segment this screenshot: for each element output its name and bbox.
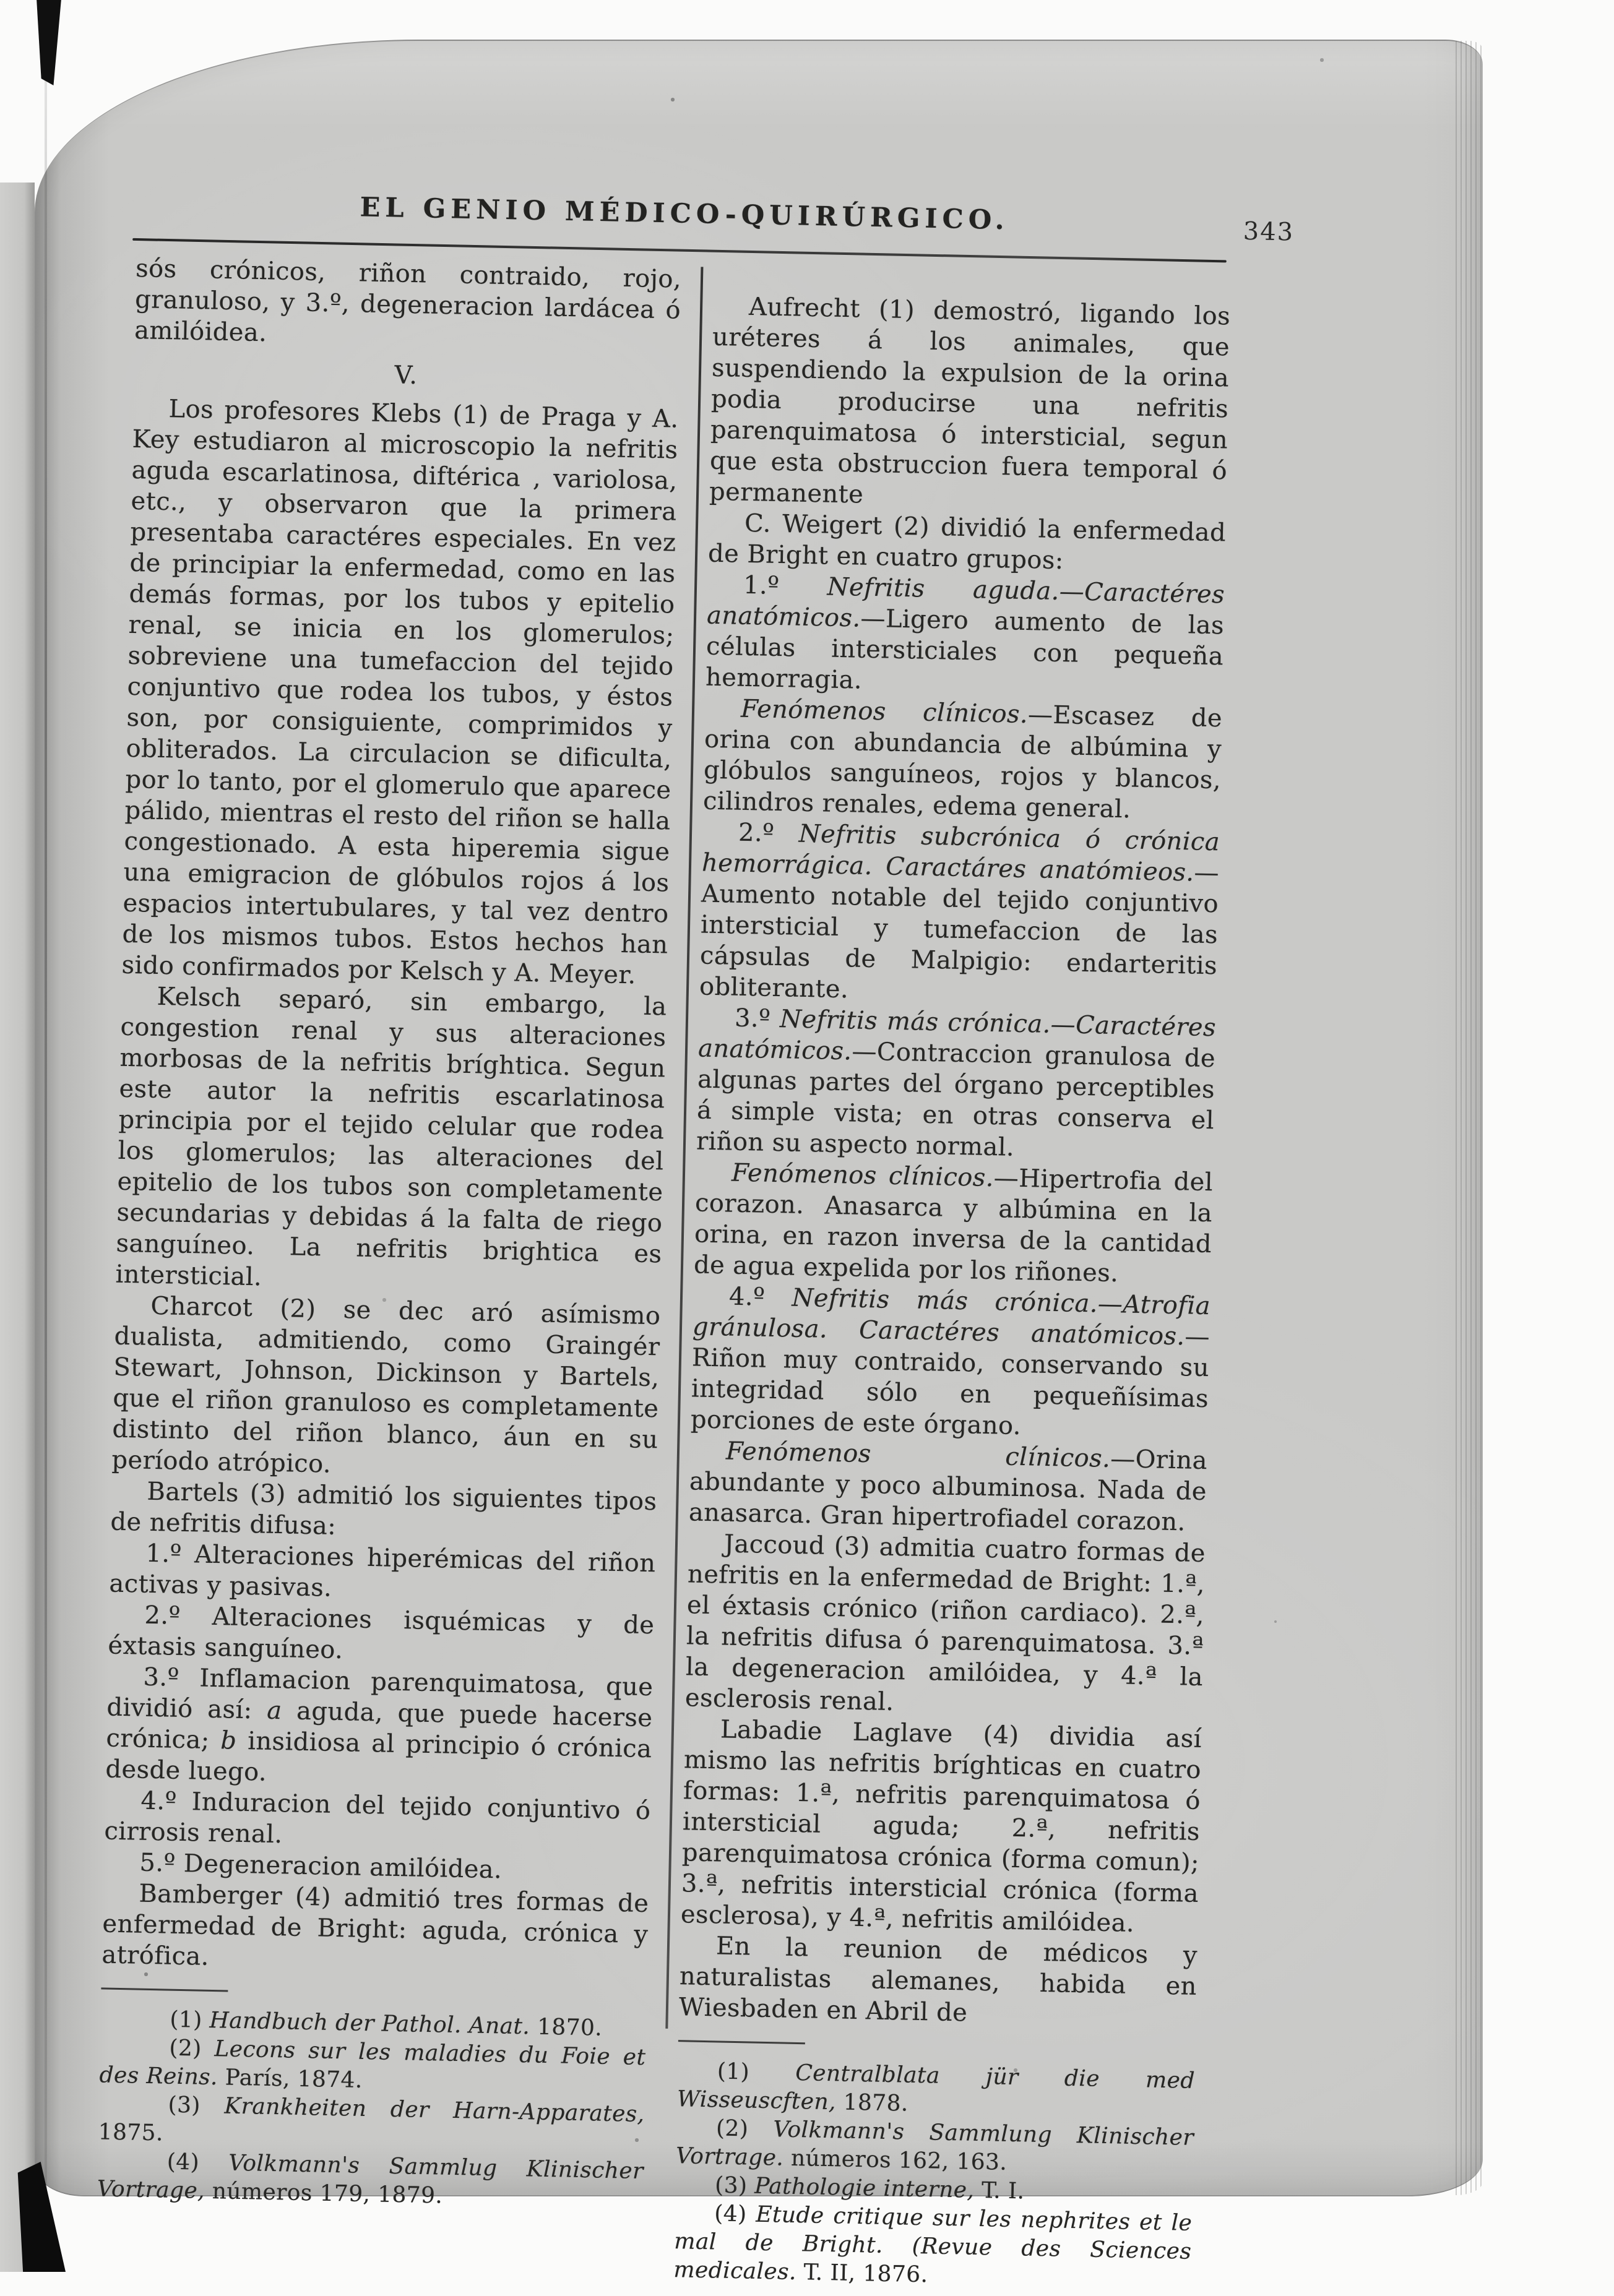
paragraph xyxy=(110,1476,657,1549)
journal-title: EL GENIO MÉDICO-QUIRÚRGICO. xyxy=(360,192,1010,236)
page-number: 343 xyxy=(1243,217,1295,247)
text-segment: aguda, que puede hacerse crónica; xyxy=(106,1696,653,1755)
section-heading xyxy=(133,355,680,397)
text-segment: —Aumento notable del tejido conjuntivo intersticial y tumefaccion de las cápsulas de Malpigio: endarteritis obliterante. xyxy=(699,858,1220,1004)
paragraph xyxy=(109,1537,656,1610)
paragraph xyxy=(134,253,682,357)
text-segment: —Ligero aumento de las células intersticiales con pequeña hemorragia. xyxy=(705,604,1225,695)
text-segment: Bartels (3) admitió los siguientes tipos de nefritis difusa: xyxy=(110,1477,657,1541)
footnote xyxy=(98,2089,645,2157)
spine-mark-top xyxy=(30,0,68,85)
text-segment: Jaccoud (3) admitia cuatro formas de nefritis en la enfermedad de Bright: 1.ª, el éxtasis crónico (riñon cardiaco). 2.ª, la nefritis difusa ó parenquimatosa. 3.ª la degeneracion amilóidea, y 4.ª la esclerosis renal. xyxy=(684,1529,1206,1717)
text-segment: Kelsch separó, sin embargo, la congestion renal y sus alteraciones morbosas de la nefritis bríghtica. Segun este autor la nefritis escarlatinosa principia por el tejido celular que rodea los glomerulos; las alteraciones del epitelio de los tubos son completamente secundarias y debidas á la falta de riego sanguíneo. La nefritis brightica es intersticial. xyxy=(115,982,667,1292)
italic-text: Pathologie interne, xyxy=(754,2173,975,2203)
text-segment: 1878. xyxy=(835,2089,909,2117)
text-segment: Labadie Laglave (4) dividia así mismo las nefritis bríghticas en cuatro formas: 1.ª, nefritis parenquimatosa ó intersticial aguda; 2.ª, nefritis parenquimatosa crónica (forma comun); 3.ª, nefritis intersticial crónica (forma esclerosa), y 4.ª, nefritis amilóidea. xyxy=(680,1715,1202,1938)
paragraph xyxy=(708,507,1227,580)
left-column-footnotes xyxy=(97,2004,646,2214)
paragraph xyxy=(678,1930,1198,2033)
text-segment: insidiosa al principio ó crónica desde luego. xyxy=(105,1726,652,1787)
paragraph xyxy=(101,1877,649,1981)
text-segment: —Contraccion granulosa de algunas partes del órgano perceptibles á simple vista; en otras conserva el riñon su aspecto normal. xyxy=(696,1037,1216,1162)
text-segment: (4) xyxy=(714,2201,756,2227)
text-segment: —Escasez de orina con abundancia de albúmina y glóbulos sanguíneos, rojos y blancos, cilindros renales, edema general. xyxy=(702,700,1223,824)
text-segment: 3.º Inflamacion parenquimatosa, que dividió así: xyxy=(106,1662,654,1725)
text-segment: T. II, 1876. xyxy=(796,2259,928,2288)
text-segment: (3) xyxy=(714,2172,755,2199)
paragraph xyxy=(685,1528,1206,1724)
paragraph xyxy=(699,817,1220,1013)
italic-text: Nefritis más crónica.—Atrofia gránulosa. Caractéres anatómicos. xyxy=(692,1283,1211,1351)
italic-text: Volkmann's Sammlung Klinischer Vortrage. xyxy=(675,2117,1194,2171)
text-segment: números 179, 1879. xyxy=(204,2178,443,2209)
italic-text: Handbuch der Pathol. Anat. xyxy=(209,2007,530,2040)
italic-text: Volkmann's Sammlug Klinischer Vortrage, xyxy=(97,2150,644,2204)
italic-text: a xyxy=(266,1696,282,1726)
paragraph xyxy=(706,569,1225,703)
text-segment: (2) xyxy=(715,2115,774,2143)
gutter-crease xyxy=(45,41,47,2195)
text-segment: 1870. xyxy=(529,2014,603,2041)
paragraph xyxy=(111,1290,661,1487)
text-segment: (1) xyxy=(717,2058,796,2086)
text-segment: París, 1874. xyxy=(217,2065,363,2093)
footnote xyxy=(99,2032,646,2100)
footnote xyxy=(676,2113,1194,2181)
text-segment: 4.º Induracion del tejido conjuntivo ó cirrosis renal. xyxy=(104,1786,651,1849)
text-segment: En la reunion de médicos y naturalistas alemanes, habida en Wiesbaden en Abril de xyxy=(678,1932,1198,2027)
italic-text: Fenómenos clínicos. xyxy=(731,1158,995,1193)
text-segment: 5.º Degeneracion amilóidea. xyxy=(139,1848,503,1885)
right-footnote-rule xyxy=(678,2040,805,2044)
text-segment: 4.º xyxy=(728,1282,792,1312)
italic-text: Krankheiten der Harn-Apparates, xyxy=(224,2093,645,2128)
italic-text: Centralblata jür die med Wisseuscften, xyxy=(676,2060,1196,2115)
page-content xyxy=(97,192,1295,2288)
text-segment: Bamberger (4) admitió tres formas de enfermedad de Bright: aguda, crónica y atrófica. xyxy=(101,1879,649,1971)
paragraph xyxy=(696,1002,1217,1167)
footnote xyxy=(673,2199,1193,2295)
text-segment: 2.º xyxy=(738,818,800,848)
text-segment: T. I. xyxy=(973,2177,1025,2204)
paragraph xyxy=(104,1784,651,1857)
text-segment: (3) xyxy=(168,2092,225,2119)
paragraph xyxy=(703,693,1223,827)
text-segment: 1875. xyxy=(98,2119,164,2146)
paragraph xyxy=(105,1661,654,1796)
right-column xyxy=(673,291,1231,2295)
text-segment: 1.º xyxy=(743,570,828,601)
text-segment: 1.º Alteraciones hiperémicas del riñon activas y pasivas. xyxy=(109,1539,656,1602)
text-segment: —Hipertrofia del corazon. Anasarca y albúmina en la orina, en razon inversa de la cantidad de agua expelida por los riñones. xyxy=(693,1164,1214,1288)
text-segment: —Riñon muy contraido, conservando su integridad sólo en pequeñísimas porciones de este órgano. xyxy=(690,1322,1210,1441)
italic-text: Etude critique sur les nephrites et le mal de Bright. (Revue des Sciences medicales. xyxy=(673,2201,1193,2285)
page-stack-edge xyxy=(1456,41,1483,2195)
text-segment: (2) xyxy=(169,2035,215,2062)
italic-text: Fenómenos clínicos. xyxy=(725,1437,1111,1473)
text-segment: —Orina abundante y poco albuminosa. Nada de anasarca. Gran hipertrofiadel corazon. xyxy=(688,1444,1208,1537)
dust-specks xyxy=(0,0,1,1)
paragraph xyxy=(108,1599,655,1672)
text-segment: Aufrecht (1) demostró, ligando los uréteres á los animales, que suspendiendo la expulsion de la orina podia producirse una nefritis parenquimatosa ó intersticial, segun que esta obstruccion fuera temporal ó permanente xyxy=(709,292,1231,509)
text-segment: V. xyxy=(394,361,419,390)
text-segment: sós crónicos, riñon contraido, rojo, granuloso, y 3.º, degeneracion lardácea ó amilóidea. xyxy=(134,254,682,348)
paragraph xyxy=(709,291,1231,518)
footnote xyxy=(677,2057,1196,2124)
italic-text: Nefritis subcrónica ó crónica hemorrágica. Caractáres anatómieos. xyxy=(701,819,1220,887)
left-column xyxy=(97,253,681,2214)
text-segment: (1) xyxy=(170,2006,210,2033)
paragraph xyxy=(121,393,679,992)
italic-text: Nefritis más crónica.—Caractéres anatómicos. xyxy=(697,1005,1217,1066)
text-segment: 3.º xyxy=(734,1004,780,1034)
text-segment: números 162, 163. xyxy=(783,2145,1008,2175)
right-column-footnotes xyxy=(673,2057,1195,2295)
left-footnote-rule xyxy=(101,1987,228,1992)
footnote xyxy=(97,2146,644,2214)
paragraph xyxy=(691,1280,1211,1445)
paragraph xyxy=(681,1713,1202,1940)
italic-text: Lecons sur les maladies du Foie et des Reins. xyxy=(99,2036,646,2091)
left-column-body xyxy=(101,253,682,1981)
paragraph xyxy=(689,1435,1208,1538)
italic-text: Fenómenos clínicos. xyxy=(740,694,1029,729)
paragraph xyxy=(115,981,667,1301)
italic-text: Nefritis aguda.—Caractéres anatómicos. xyxy=(706,572,1225,633)
italic-text: b xyxy=(220,1726,237,1755)
paragraph xyxy=(694,1156,1214,1291)
text-segment: 2.º Alteraciones isquémicas y de éxtasis sanguíneo. xyxy=(108,1601,655,1665)
text-segment: (4) xyxy=(166,2149,229,2176)
text-segment: Los profesores Klebs (1) de Praga y A. Key estudiaron al microscopio la nefritis aguda escarlatinosa, diftérica , variolosa, etc., y observaron que la primera presentaba caractéres especiales. En vez de principiar la enfermedad, como en las demás formas, por los tubos y epitelio renal, se inicia en los glomerulos; sobreviene una tumefaccion del tejido conjuntivo que rodea los tubos, y éstos son, por consiguiente, comprimidos y obliterados. La circulacion se dificulta, por lo tanto, por el glomerulo que aparece pálido, mientras el resto del riñon se halla congestionado. A esta hiperemia sigue una emigracion de glóbulos rojos á los espacios intertubulares, y tal vez dentro de los mismos tubos. Estos hechos han sido confirmados por Kelsch y A. Meyer. xyxy=(121,395,679,990)
text-segment: Charcot (2) se dec aró asímismo dualista, admitiendo, como Graingér Stewart, Johnson, Dickinson y Bartels, que el riñon granuloso es completamente distinto del riñon blanco, áun en su período atrópico. xyxy=(111,1291,661,1479)
text-segment: C. Weigert (2) dividió la enfermedad de Bright en cuatro grupos: xyxy=(707,509,1227,575)
adjacent-page-edge xyxy=(0,183,35,2272)
right-column-body xyxy=(678,291,1230,2033)
